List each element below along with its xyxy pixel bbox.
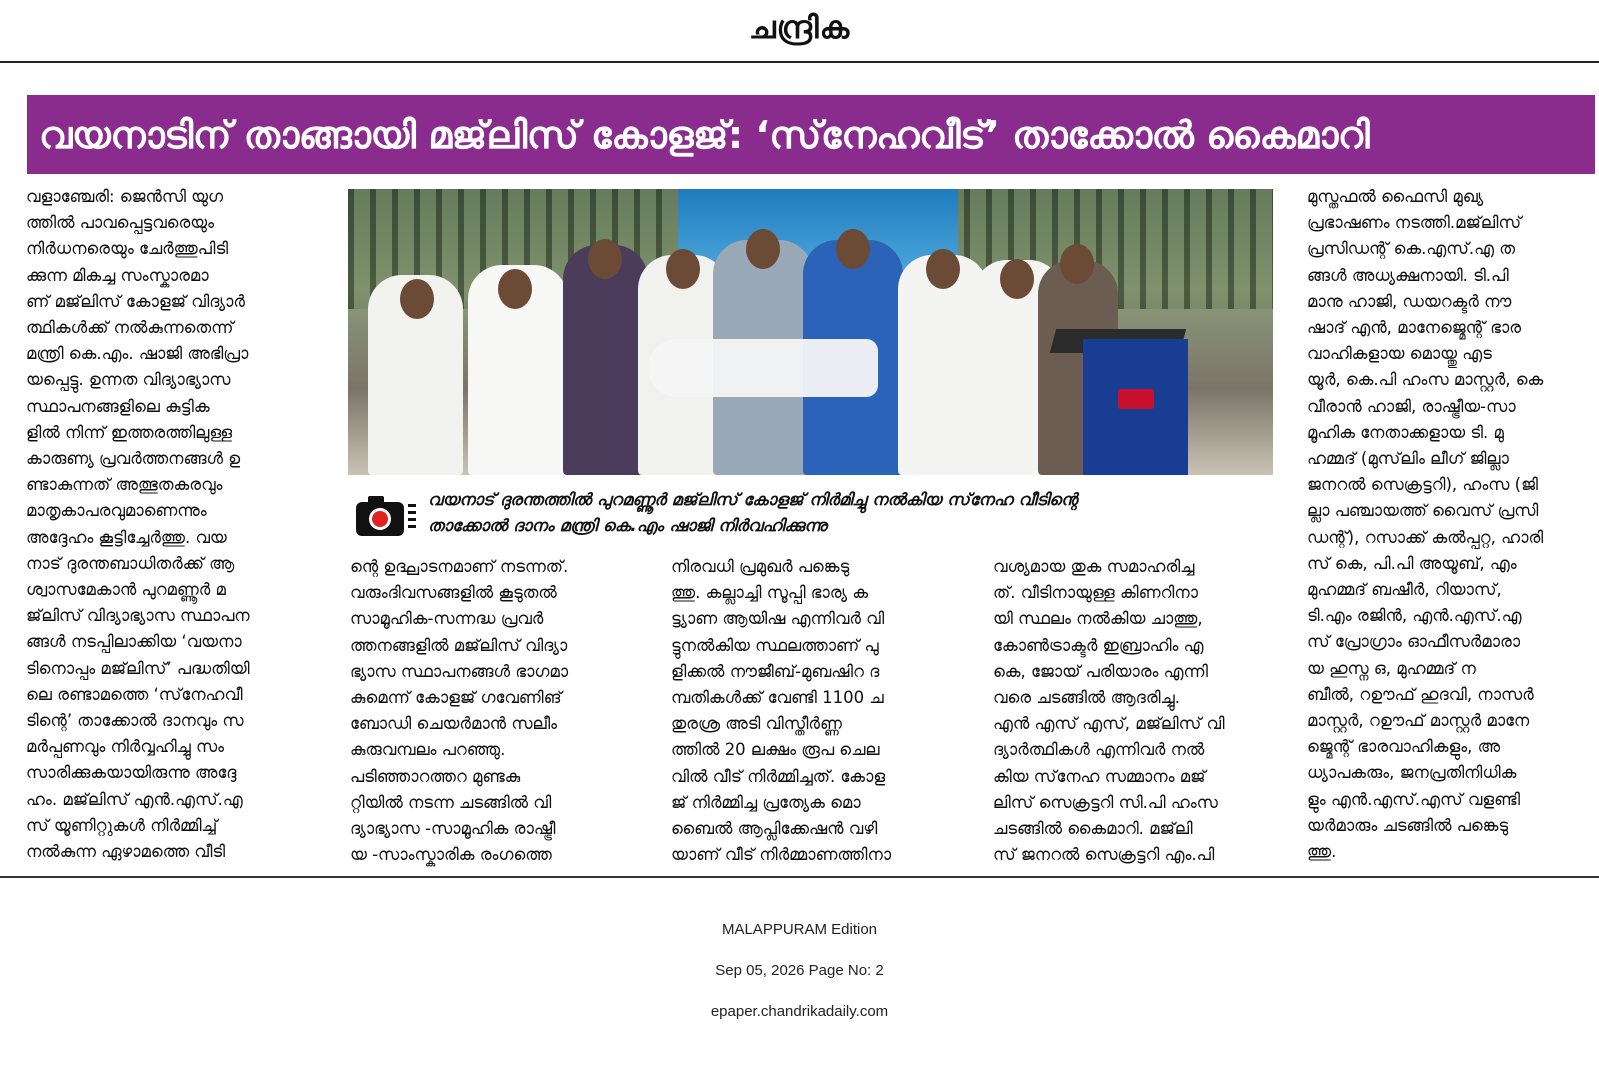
article-line: കെ, ജോയ് പരിയാരം എന്നി (993, 661, 1208, 681)
article-line: ബീൽ, റഊഫ് ഹുദവി, നാസർ (1307, 684, 1534, 704)
article-column-5 (1307, 184, 1593, 874)
article-line: ഹം. മജ്‌ലിസ് എൻ.എസ്.എ (26, 789, 243, 809)
article-line: വളാഞ്ചേരി: ജെൻസി യുഗ (26, 187, 224, 206)
article-line: ജ്‌ലിസ് വിദ്യാഭ്യാസ സ്ഥാപന (26, 606, 250, 626)
article-line: നിരവധി പ്രമുഖർ പങ്കെടു (671, 557, 850, 576)
article-line: ഷാദ് എൻ, മാനേജ്മെന്റ് ഭാര (1307, 318, 1522, 338)
article-line: ട്ട്യാണ ആയിഷ എന്നിവർ വി (671, 609, 885, 629)
article-line: ളിക്കൽ നൗജീബ്-മുബഷിറ ദ (671, 661, 880, 681)
article-line: ചടങ്ങിൽ കൈമാറി. മജ്‌ലി (993, 819, 1193, 839)
edition-label: MALAPPURAM Edition (721, 921, 878, 938)
article-line: ത്ഥികൾക്ക് നൽകുന്നതെന്ന് (26, 318, 234, 338)
article-line: ബൈൽ ആപ്ലിക്കേഷൻ വഴി (671, 819, 878, 839)
article-line: മന്ത്രി കെ.എം. ഷാജി അഭിപ്രാ (26, 344, 249, 364)
article-line: എൻ എസ് എസ്, മജ്‌ലിസ് വി (993, 714, 1225, 734)
article-line: ളും എൻ.എസ്.എസ് വളണ്ടി (1307, 789, 1521, 809)
article-line: യപ്പെട്ടു. ഉന്നത വിദ്യാഭ്യാസ (26, 370, 231, 390)
article-line: റ്റിയിൽ നടന്ന ചടങ്ങിൽ വി (350, 792, 552, 812)
article-line: ണ്ടാകുന്നത് അത്ഭുതകരവും (26, 475, 223, 495)
article-line: നാട് ദുരന്തബാധിതർക്ക് ആ (26, 553, 235, 573)
article-column-2 (350, 554, 633, 874)
masthead (0, 0, 1599, 63)
article-line: ജനറൽ സെക്രട്ടറി), ഹംസ (ജി (1307, 475, 1538, 495)
article-line: ടിനൊപ്പം മജ്‌ലിസ്’ പദ്ധതിയി (26, 658, 250, 678)
article-column-4 (993, 554, 1276, 874)
article-line: മുസ്തഫൽ ഫൈസി മുഖ്യ (1307, 187, 1484, 206)
date-page-label: Sep 05, 2026 Page No: 2 (715, 962, 884, 979)
article-line: വശ്യമായ തുക സമാഹരിച്ച (993, 557, 1195, 576)
article-line: ത്. വീടിനായുള്ള കിണറിനാ (993, 583, 1198, 603)
article-line: സ് ജനറൽ സെക്രട്ടറി എം.പി (993, 845, 1215, 865)
article-line: പ്രഭാഷണം നടത്തി.മജ്‌ലിസ് (1307, 213, 1522, 233)
article-line: യൂർ, കെ.പി ഹംസ മാസ്റ്റർ, കെ (1307, 370, 1544, 390)
article-line: കാരുണ്യ പ്രവർത്തനങ്ങൾ ഉ (26, 449, 241, 469)
article-line: ക്കുന്ന മികച്ച സംസ്കാരമാ (26, 265, 209, 285)
article-line: യാണ് വീട് നിർമ്മാണത്തിനാ (671, 845, 892, 865)
camera-icon (354, 494, 418, 538)
headline-banner (27, 95, 1595, 174)
article-line: ദ്യാഭ്യാസ -സാമൂഹിക രാഷ്ട്രീ (350, 819, 556, 839)
caption-line: വയനാട് ദുരന്തത്തിൽ പുറമണ്ണൂർ മജ്‌ലിസ് കോളജ് നിർമിച്ചു നൽകിയ സ്‌നേഹ വീടിന്റെ (428, 490, 1078, 509)
article-line: കുമെന്ന് കോളജ് ഗവേണിങ് (350, 688, 562, 708)
article-line: ടി.എം രജിൻ, എൻ.എസ്.എ (1307, 606, 1522, 626)
article-line: അദ്ദേഹം കൂട്ടിച്ചേർത്തു. വയ (26, 527, 227, 547)
article-line: വിൽ വീട് നിർമ്മിച്ചത്. കോള (671, 766, 886, 786)
key-prop (648, 339, 878, 397)
article-line: ത്തിൽ പാവപ്പെട്ടവരെയും (26, 213, 215, 233)
article-line: പ്രസിഡന്റ് കെ.എസ്.എ ത (1307, 239, 1515, 259)
article-line: വീരാൻ ഹാജി, രാഷ്ട്രീയ-സാ (1307, 396, 1516, 416)
article-column-3 (671, 554, 954, 874)
article-line: ജ്മെന്റ് ഭാരവാഹികളും, അ (1307, 737, 1501, 757)
article-line: കിയ സ്‌നേഹ സമ്മാനം മജ് (993, 766, 1206, 786)
article-line: ഡന്റ്), റസാക്ക് കൽപ്പറ്റ, ഹാരി (1307, 527, 1544, 547)
article-line: ലിസ് സെക്രട്ടറി സി.പി ഹംസ (993, 792, 1218, 812)
article-line: വരെ ചടങ്ങിൽ ആദരിച്ചു. (993, 688, 1180, 708)
article-line: ഹമ്മദ് (മുസ്‌ലിം ലീഗ് ജില്ലാ (1307, 449, 1509, 469)
article-line: ളിൽ നിന്ന് ഇത്തരത്തിലുള്ള (26, 422, 233, 442)
article-line: മുഹമ്മദ് ബഷീർ, റിയാസ്, (1307, 580, 1502, 600)
article-line: മർപ്പണവും നിർവ്വഹിച്ചു സം (26, 737, 225, 757)
article-line: മാനു ഹാജി, ഡയറക്ടർ നൗ (1307, 291, 1512, 311)
caption-line: താക്കോൽ ദാനം മന്ത്രി കെ.എം ഷാജി നിർവഹിക്കുന്നു (428, 516, 827, 535)
photo-caption (428, 487, 1278, 539)
article-line: ഭ്യാസ സ്ഥാപനങ്ങൾ ഭാഗമാ (350, 661, 569, 681)
epaper-url-link[interactable]: epaper.chandrikadaily.com (710, 1003, 889, 1020)
article-line: നിർധനരെയും ചേർത്തുപിടി (26, 239, 229, 259)
article-line: ശ്വാസമേകാൻ പുറമണ്ണൂർ മ (26, 580, 226, 600)
headline: വയനാടിന് താങ്ങായി മജ്‌ലിസ് കോളജ്: ‘സ്‌നേഹവീട്’ താക്കോൽ കൈമാറി (39, 112, 1370, 157)
article-line: സാമൂഹിക-സന്നദ്ധ പ്രവർ (350, 609, 544, 629)
article-line: സ്ഥാപനങ്ങളിലെ കുട്ടിക (26, 396, 210, 416)
article-line: ണ് മജ്‌ലിസ് കോളജ് വിദ്യാർ (26, 291, 245, 311)
article-line: ജ് നിർമ്മിച്ച പ്രത്യേക മൊ (671, 792, 861, 812)
article-line: വാഹികളായ മൊയ്തു എട (1307, 344, 1492, 364)
article-line: സ് കെ, പി.പി അയൂബ്, എം (1307, 553, 1517, 573)
page-divider (0, 876, 1599, 878)
article-line: കോൺട്രാക്ടർ ഇബ്രാഹിം എ (993, 635, 1204, 655)
article-line: യ -സാംസ്കാരിക രംഗത്തെ (350, 845, 552, 865)
article-line: ധ്യാപകരും, ജനപ്രതിനിധിക (1307, 763, 1517, 783)
article-line: കുരുവമ്പലം പറഞ്ഞു. (350, 740, 506, 760)
article-line: ല്ലാ പഞ്ചായത്ത് വൈസ് പ്രസി (1307, 501, 1539, 521)
article-line: പടിഞ്ഞാറത്തറ മുണ്ടകു (350, 766, 521, 786)
article-line: നൽകുന്ന ഏഴാമത്തെ വീടി (26, 842, 226, 862)
article-line: സ് പ്രോഗ്രാം ഓഫീസർമാരാ (1307, 632, 1521, 652)
article-line: വരുംദിവസങ്ങളിൽ കൂടുതൽ (350, 583, 557, 603)
article-line: ബോഡി ചെയർമാൻ സലീം (350, 714, 558, 734)
article-line: ങ്ങൾ അധ്യക്ഷനായി. ടി.പി (1307, 265, 1509, 285)
newspaper-logo: ചന്ദ്രിക (748, 10, 851, 46)
article-line: ത്തു. കല്ലാച്ചി സൂപ്പി ഭാര്യ ക (671, 583, 869, 603)
article-line: യ ഹുസ്ന ഒ, മുഹമ്മദ് ന (1307, 658, 1476, 678)
article-line: സാരിക്കുകയായിരുന്നു അദ്ദേ (26, 763, 237, 783)
article-line: മ്പതികൾക്ക് വേണ്ടി 1100 ച (671, 688, 884, 708)
article-line: ന്റെ ഉദ്ഘാടനമാണ് നടന്നത്. (350, 557, 569, 576)
article-line: തുരശ്ര അടി വിസ്തീർണ്ണ (671, 714, 842, 734)
article-line: സ് യൂണിറ്റുകൾ നിർമ്മിച്ച് (26, 815, 218, 835)
article-line: ങ്ങൾ നടപ്പിലാക്കിയ ‘വയനാ (26, 632, 242, 652)
article-line: ത്തിൽ 20 ലക്ഷം രൂപ ചെല (671, 740, 880, 760)
article-line: ദ്യാർത്ഥികൾ എന്നിവർ നൽ (993, 740, 1205, 760)
article-line: മൂഹിക നേതാക്കളായ ടി. മു (1307, 422, 1504, 442)
article-column-1 (26, 184, 312, 874)
article-line: ട്ടുനൽകിയ സ്ഥലത്താണ് പു (671, 635, 879, 655)
article-line: യർമാരും ചടങ്ങിൽ പങ്കെടു (1307, 815, 1509, 835)
article-line: മാതൃകാപരവുമാണെന്നും (26, 501, 207, 521)
article-line: ടിന്റെ’ താക്കോൽ ദാനവും സ (26, 711, 244, 731)
article-line: മാസ്റ്റർ, റഊഫ് മാസ്റ്റർ മാനേ (1307, 711, 1530, 731)
article-line: യി സ്ഥലം നൽകിയ ചാത്തു, (993, 609, 1203, 629)
article-line: ത്തനങ്ങളിൽ മജ്‌ലിസ് വിദ്യാ (350, 635, 568, 655)
article-line: ലെ രണ്ടാമത്തെ ‘സ്‌നേഹവീ (26, 684, 243, 704)
news-photo (348, 189, 1273, 475)
article-line: ത്തു. (1307, 842, 1337, 862)
